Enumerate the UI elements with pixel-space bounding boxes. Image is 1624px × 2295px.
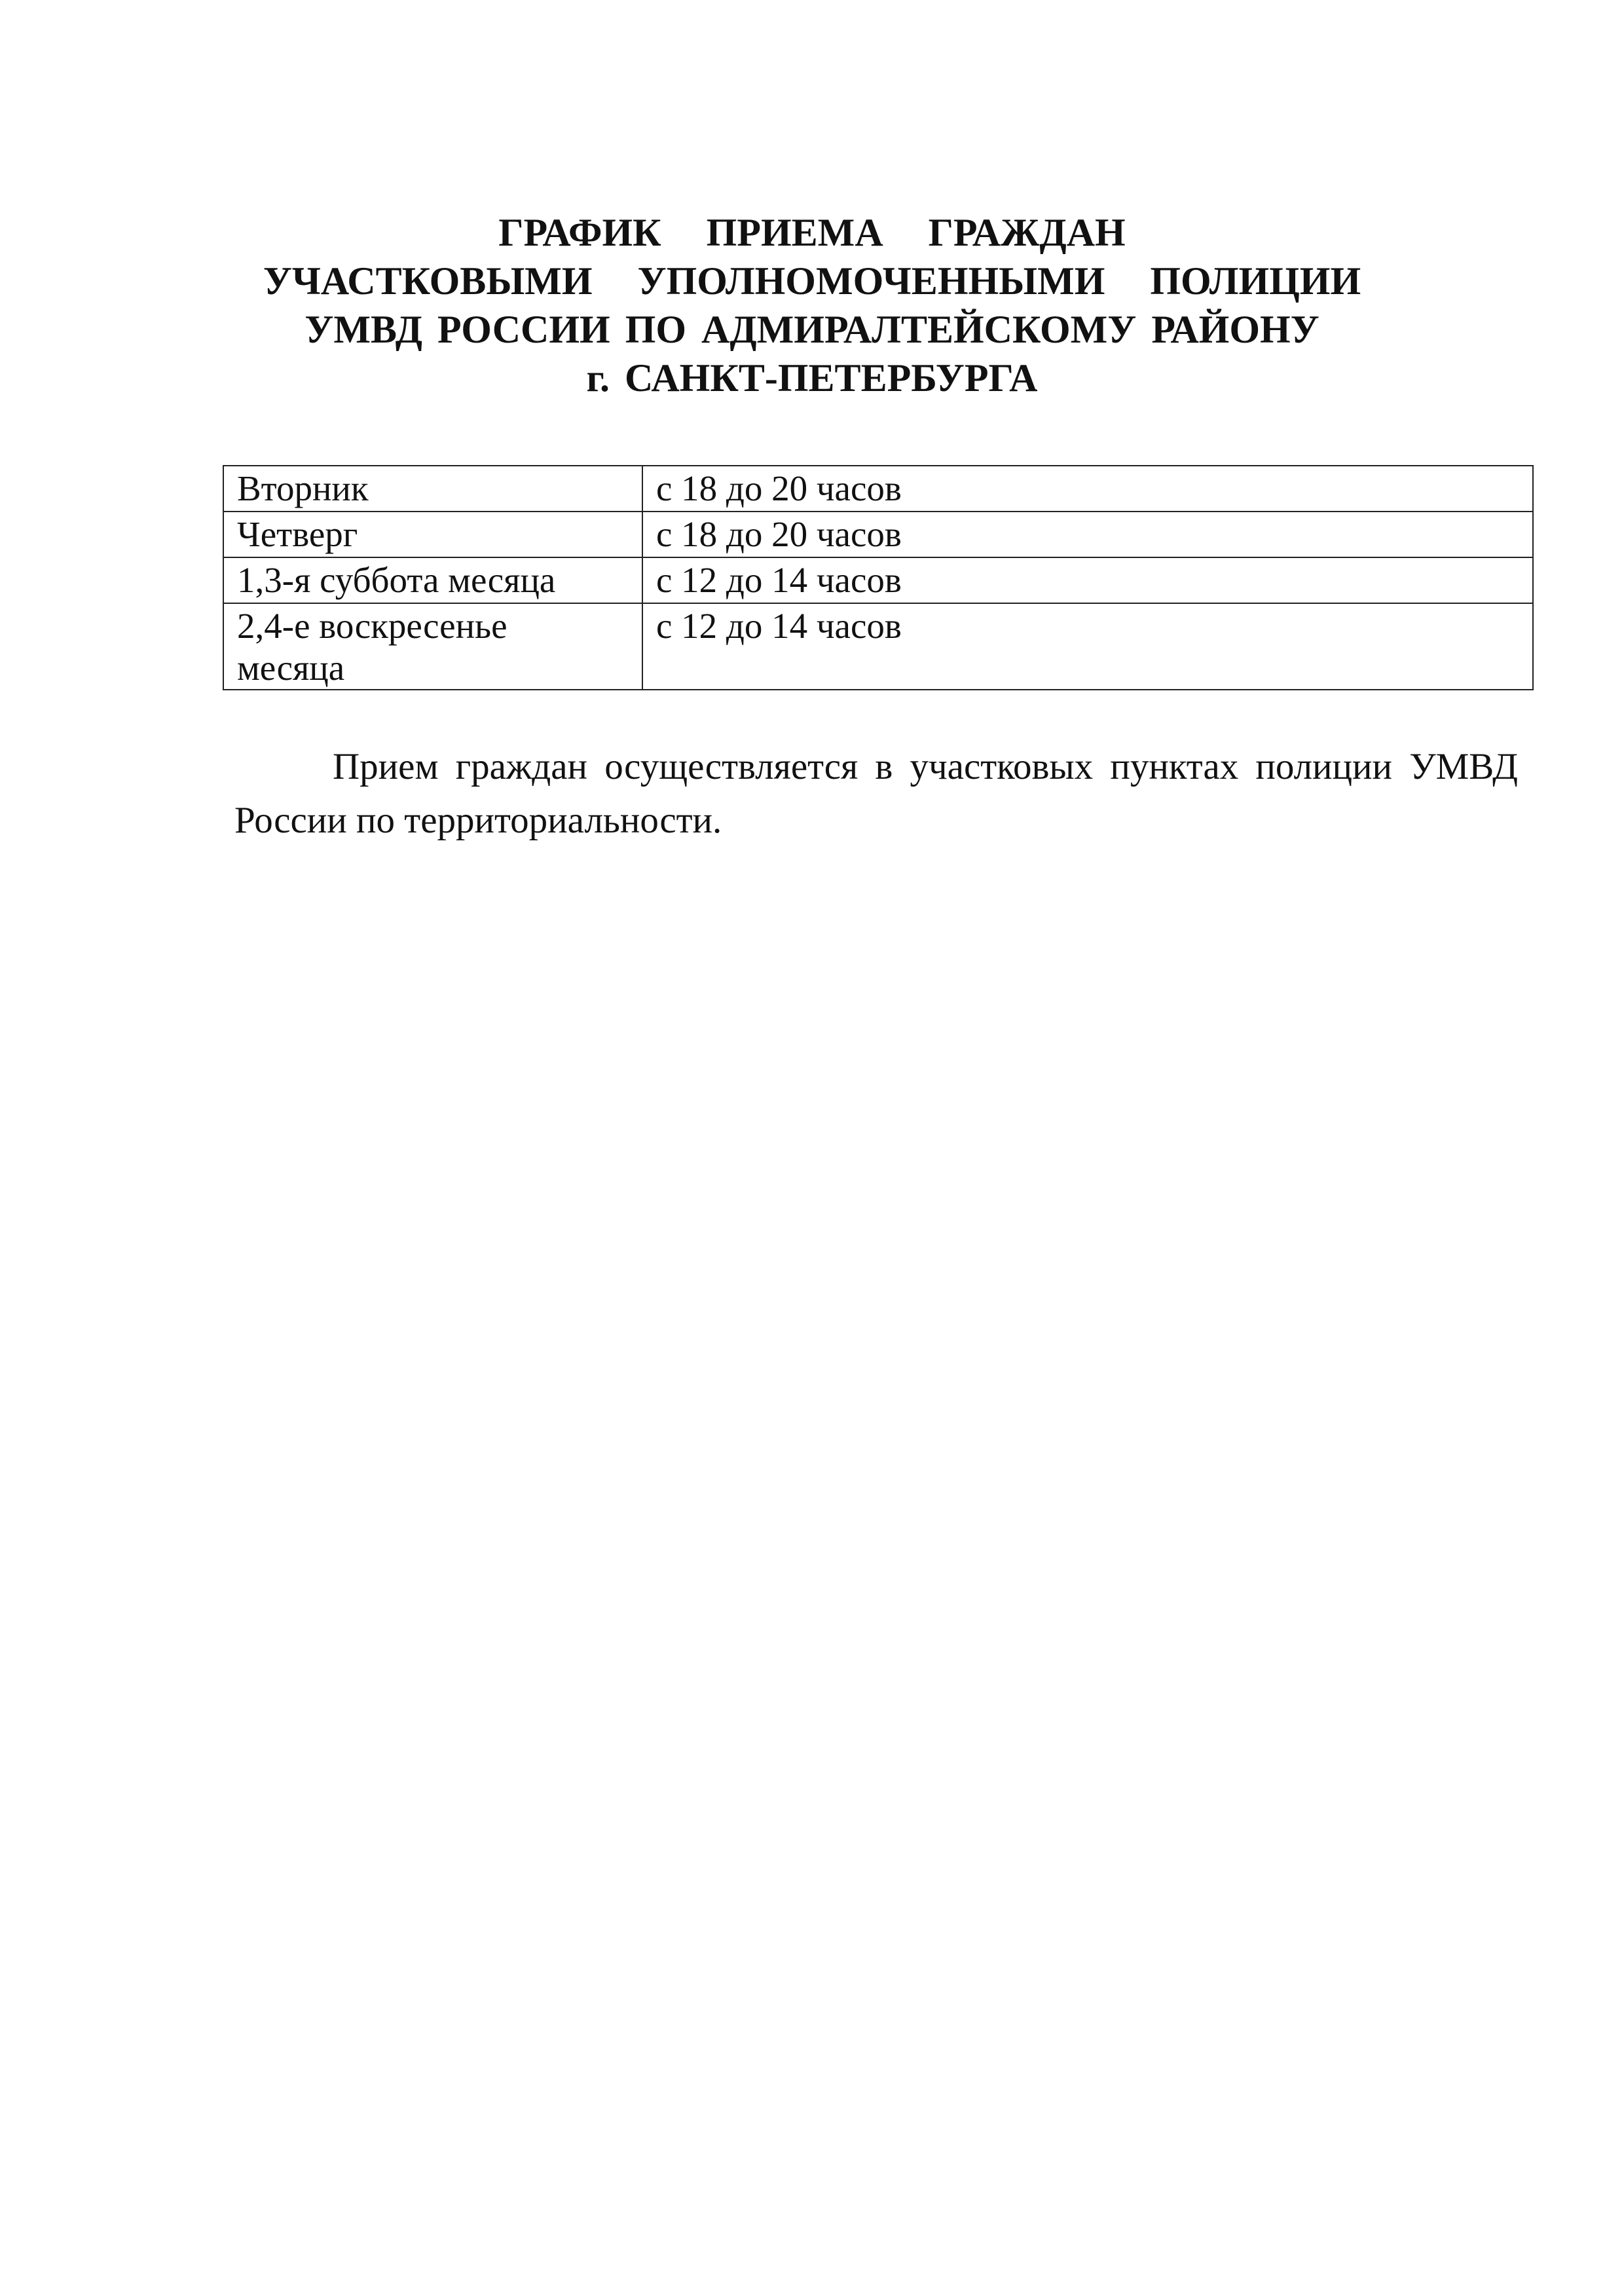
table-row [223,557,1533,603]
title-line-4: г. САНКТ-ПЕТЕРБУРГА [586,356,1038,400]
table-row [223,512,1533,557]
schedule-table [223,465,1534,690]
schedule-day-cell: 1,3-я суббота месяца [223,557,642,603]
title-line-3: УМВД РОССИИ ПО АДМИРАЛТЕЙСКОМУ РАЙОНУ [304,308,1320,351]
schedule-day-cell: Четверг [223,512,642,557]
table-row [223,603,1533,690]
table-row [223,466,1533,512]
schedule-day-cell: Вторник [223,466,642,512]
schedule-time-cell: с 18 до 20 часов [642,512,1533,557]
title-line-2: УЧАСТКОВЫМИ УПОЛНОМОЧЕННЫМИ ПОЛИЦИИ [263,259,1361,303]
title-line-1: ГРАФИК ПРИЕМА ГРАЖДАН [498,211,1126,254]
schedule-day-cell: 2,4-е воскресенье месяца [223,603,642,690]
document-title [0,208,1624,402]
schedule-time-cell: с 12 до 14 часов [642,603,1533,690]
reception-note: Прием граждан осуществляется в участковых пунктах полиции УМВД России по территориальности. [234,746,1518,841]
schedule-time-cell: с 18 до 20 часов [642,466,1533,512]
schedule-time-cell: с 12 до 14 часов [642,557,1533,603]
